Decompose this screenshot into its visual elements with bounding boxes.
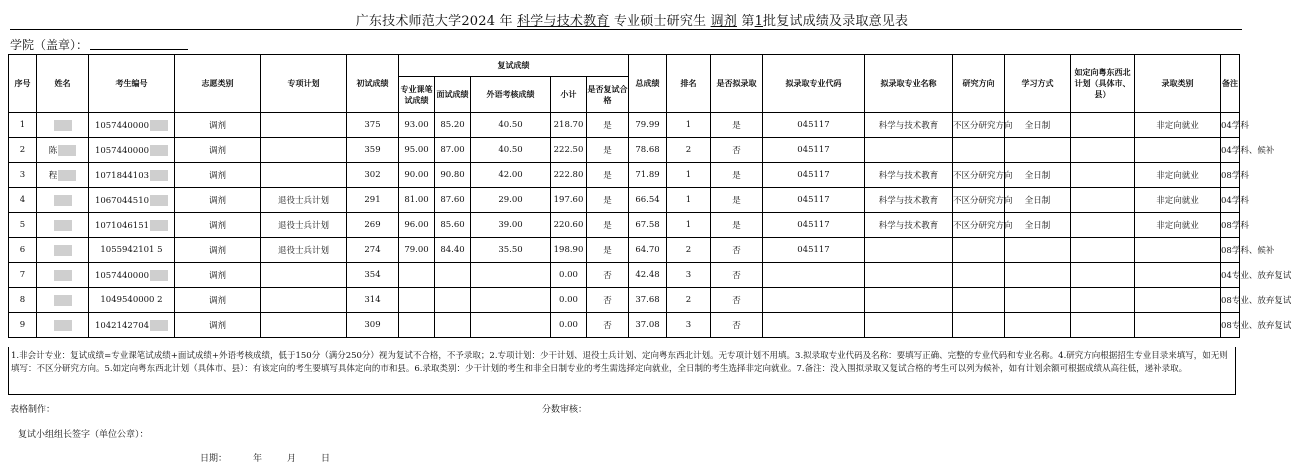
cell-total: 64.70: [629, 238, 667, 263]
table-row: [9, 313, 1240, 338]
name-text: 程: [48, 171, 58, 181]
cell-mode: 全日制: [1005, 188, 1071, 213]
exam-id-text: 1055942101 5: [100, 245, 163, 255]
title-prefix: 广东技术师范大学2024 年: [355, 14, 513, 29]
cell-mode: [1005, 313, 1071, 338]
cell-volunteer: 调剂: [175, 238, 261, 263]
table-row: [9, 238, 1240, 263]
cell-category: 非定向就业: [1135, 213, 1221, 238]
college-label: 学院（盖章）：: [10, 38, 89, 52]
cell-remark: 08学科: [1221, 163, 1240, 188]
cell-written: 90.00: [399, 163, 435, 188]
redaction-blur: [54, 320, 72, 331]
cell-name: [37, 263, 89, 288]
cell-plan: [261, 113, 347, 138]
cell-code: [763, 263, 865, 288]
col-proposed: 是否拟录取: [711, 55, 763, 113]
table-row: [9, 263, 1240, 288]
cell-listening: 35.50: [471, 238, 551, 263]
cell-interview: [435, 263, 471, 288]
redaction-blur: [54, 295, 72, 306]
cell-written: [399, 263, 435, 288]
table-row: [9, 188, 1240, 213]
cell-mode: [1005, 238, 1071, 263]
exam-id-text: 1057440000: [94, 145, 150, 156]
cell-initial: 269: [347, 213, 399, 238]
redaction-blur: [54, 245, 72, 256]
cell-listening: 40.50: [471, 138, 551, 163]
cell-exam-id: [89, 138, 175, 163]
cell-remark: 08学科: [1221, 213, 1240, 238]
leader-signature-label: 复试小组组长签字（单位公章）：: [18, 430, 149, 440]
col-pass: 是否复试合格: [587, 77, 629, 113]
cell-listening: [471, 313, 551, 338]
cell-major: [865, 288, 953, 313]
cell-remark: 04学科、候补: [1221, 138, 1240, 163]
cell-listening: 39.00: [471, 213, 551, 238]
cell-volunteer: 调剂: [175, 263, 261, 288]
exam-id-text: 1049540000 2: [100, 295, 163, 305]
redaction-blur: [150, 120, 168, 131]
cell-written: 79.00: [399, 238, 435, 263]
document-title: [0, 10, 1264, 29]
cell-region: [1071, 113, 1135, 138]
cell-category: 非定向就业: [1135, 163, 1221, 188]
col-seq: 序号: [9, 55, 37, 113]
cell-plan: [261, 313, 347, 338]
cell-proposed: 否: [711, 288, 763, 313]
cell-major: [865, 313, 953, 338]
cell-remark: 08学科、候补: [1221, 238, 1240, 263]
cell-listening: 42.00: [471, 163, 551, 188]
cell-proposed: 否: [711, 313, 763, 338]
cell-rank: 3: [667, 313, 711, 338]
cell-exam-id: [89, 213, 175, 238]
cell-initial: 359: [347, 138, 399, 163]
cell-total: 79.99: [629, 113, 667, 138]
col-written: 专业课笔试成绩: [399, 77, 435, 113]
col-remark: 备注: [1221, 55, 1240, 113]
exam-id-text: 1071844103: [94, 170, 150, 181]
cell-name: [37, 188, 89, 213]
cell-region: [1071, 288, 1135, 313]
cell-code: [763, 288, 865, 313]
cell-seq: 7: [9, 263, 37, 288]
cell-written: 93.00: [399, 113, 435, 138]
exam-id-text: 1057440000: [94, 270, 150, 281]
cell-initial: 291: [347, 188, 399, 213]
cell-region: [1071, 238, 1135, 263]
cell-plan: 退役士兵计划: [261, 213, 347, 238]
cell-name: [37, 163, 89, 188]
cell-name: [37, 213, 89, 238]
cell-seq: 8: [9, 288, 37, 313]
cell-direction: [953, 238, 1005, 263]
cell-name: [37, 313, 89, 338]
table-body: [9, 113, 1291, 338]
redaction-blur: [150, 195, 168, 206]
date-label: 日期：: [200, 454, 228, 464]
cell-code: [763, 313, 865, 338]
cell-listening: [471, 288, 551, 313]
cell-subtotal: 218.70: [551, 113, 587, 138]
cell-major: [865, 238, 953, 263]
cell-exam-id: [89, 238, 175, 263]
cell-written: [399, 288, 435, 313]
cell-seq: 6: [9, 238, 37, 263]
cell-plan: [261, 263, 347, 288]
name-text: 陈: [48, 146, 58, 156]
cell-exam-id: [89, 163, 175, 188]
cell-code: 045117: [763, 188, 865, 213]
cell-region: [1071, 263, 1135, 288]
cell-rank: 1: [667, 188, 711, 213]
cell-interview: [435, 288, 471, 313]
redaction-blur: [150, 145, 168, 156]
cell-rank: 1: [667, 163, 711, 188]
cell-name: [37, 113, 89, 138]
cell-subtotal: 220.60: [551, 213, 587, 238]
col-direction: 研究方向: [953, 55, 1005, 113]
cell-region: [1071, 138, 1135, 163]
cell-remark: 04专业、放弃复试: [1221, 263, 1240, 288]
cell-direction: [953, 138, 1005, 163]
cell-pass: 是: [587, 113, 629, 138]
cell-total: 67.58: [629, 213, 667, 238]
redaction-blur: [54, 220, 72, 231]
exam-id-text: 1057440000: [94, 120, 150, 131]
cell-pass: 是: [587, 238, 629, 263]
cell-volunteer: 调剂: [175, 163, 261, 188]
date-year: 年: [253, 454, 263, 464]
cell-region: [1071, 163, 1135, 188]
cell-rank: 2: [667, 288, 711, 313]
cell-seq: 2: [9, 138, 37, 163]
cell-interview: 87.00: [435, 138, 471, 163]
exam-id-text: 1067044510: [94, 195, 150, 206]
cell-remark: 08专业、放弃复试: [1221, 313, 1240, 338]
cell-exam-id: [89, 263, 175, 288]
cell-subtotal: 222.80: [551, 163, 587, 188]
exam-id-text: 1042142704: [94, 320, 150, 331]
cell-proposed: 否: [711, 263, 763, 288]
title-middle: 专业硕士研究生: [613, 14, 707, 29]
cell-plan: 退役士兵计划: [261, 188, 347, 213]
cell-pass: 否: [587, 263, 629, 288]
cell-written: 81.00: [399, 188, 435, 213]
cell-category: 非定向就业: [1135, 113, 1221, 138]
cell-subtotal: 222.50: [551, 138, 587, 163]
col-volunteer: 志愿类别: [175, 55, 261, 113]
redaction-blur: [150, 170, 168, 181]
cell-proposed: 是: [711, 163, 763, 188]
cell-total: 37.08: [629, 313, 667, 338]
cell-plan: 退役士兵计划: [261, 238, 347, 263]
cell-category: [1135, 138, 1221, 163]
redaction-blur: [58, 145, 76, 156]
cell-category: [1135, 313, 1221, 338]
cell-category: 非定向就业: [1135, 188, 1221, 213]
cell-direction: 不区分研究方向: [953, 213, 1005, 238]
cell-mode: [1005, 138, 1071, 163]
col-exam-id: 考生编号: [89, 55, 175, 113]
redaction-blur: [54, 120, 72, 131]
redaction-blur: [150, 320, 168, 331]
cell-direction: 不区分研究方向: [953, 188, 1005, 213]
cell-category: [1135, 238, 1221, 263]
table-row: [9, 138, 1240, 163]
col-subtotal: 小计: [551, 77, 587, 113]
cell-interview: 85.60: [435, 213, 471, 238]
cell-major: 科学与技术教育: [865, 163, 953, 188]
col-listening: 外语考核成绩: [471, 77, 551, 113]
cell-seq: 4: [9, 188, 37, 213]
cell-code: 045117: [763, 113, 865, 138]
cell-listening: 40.50: [471, 113, 551, 138]
cell-initial: 274: [347, 238, 399, 263]
cell-proposed: 是: [711, 188, 763, 213]
cell-proposed: 否: [711, 138, 763, 163]
cell-volunteer: 调剂: [175, 213, 261, 238]
title-batch-no: 1: [754, 14, 764, 29]
cell-written: 96.00: [399, 213, 435, 238]
college-signature-line: [90, 49, 188, 50]
cell-region: [1071, 213, 1135, 238]
cell-mode: 全日制: [1005, 163, 1071, 188]
cell-volunteer: 调剂: [175, 188, 261, 213]
cell-exam-id: [89, 288, 175, 313]
cell-pass: 否: [587, 313, 629, 338]
cell-proposed: 是: [711, 113, 763, 138]
cell-code: 045117: [763, 213, 865, 238]
table-row: [9, 288, 1240, 313]
col-total: 总成绩: [629, 55, 667, 113]
cell-major: 科学与技术教育: [865, 113, 953, 138]
cell-total: 37.68: [629, 288, 667, 313]
cell-exam-id: [89, 113, 175, 138]
cell-initial: 314: [347, 288, 399, 313]
cell-total: 42.48: [629, 263, 667, 288]
cell-category: [1135, 288, 1221, 313]
cell-interview: 87.60: [435, 188, 471, 213]
cell-initial: 354: [347, 263, 399, 288]
cell-exam-id: [89, 188, 175, 213]
col-name: 姓名: [37, 55, 89, 113]
date-month: 月: [287, 454, 297, 464]
table-row: [9, 163, 1240, 188]
cell-interview: 90.80: [435, 163, 471, 188]
cell-major: 科学与技术教育: [865, 213, 953, 238]
cell-exam-id: [89, 313, 175, 338]
table-row: [9, 113, 1240, 138]
cell-mode: [1005, 263, 1071, 288]
col-initial-score: 初试成绩: [347, 55, 399, 113]
col-major-name: 拟录取专业名称: [865, 55, 953, 113]
cell-region: [1071, 188, 1135, 213]
cell-name: [37, 238, 89, 263]
cell-volunteer: 调剂: [175, 313, 261, 338]
cell-pass: 是: [587, 138, 629, 163]
cell-rank: 3: [667, 263, 711, 288]
cell-written: [399, 313, 435, 338]
cell-seq: 3: [9, 163, 37, 188]
cell-pass: 是: [587, 188, 629, 213]
notes-text: 1.非会计专业：复试成绩=专业课笔试成绩+面试成绩+外语考核成绩，低于150分（满分250分）视为复试不合格，不予录取；2.专项计划：少干计划、退役士兵计划、定向粤东西北计划。无专项计划不用填。3.拟录取专业代码及名称：要填写正确、完整的专业代码和专业名称。4.研究方向根据招生专业目录来填写，如无则填写：不区分研究方向。5.如定向粤东西北计划（具体市、县）：有该定向的考生要填写具体定向的市和县。6.录取类别：少干计划的考生和非全日制专业的考生需选择定向就业，全日制的考生选择非定向就业。7.备注：没入围拟录取又复试合格的考生可以列为候补，如有计划余额可根据成绩从高往低，递补录取。: [8, 347, 1236, 395]
col-interview: 面试成绩: [435, 77, 471, 113]
title-rule: [10, 29, 1242, 30]
col-rank: 排名: [667, 55, 711, 113]
cell-code: 045117: [763, 138, 865, 163]
col-retest-group: 复试成绩: [399, 55, 629, 77]
cell-initial: 302: [347, 163, 399, 188]
title-suffix: 批复试成绩及录取意见表: [763, 14, 909, 29]
cell-direction: [953, 288, 1005, 313]
redaction-blur: [150, 270, 168, 281]
maker-label: 表格制作：: [10, 405, 56, 415]
redaction-blur: [58, 170, 76, 181]
cell-mode: 全日制: [1005, 113, 1071, 138]
cell-volunteer: 调剂: [175, 138, 261, 163]
exam-id-text: 1071046151: [94, 220, 150, 231]
table-row: [9, 213, 1240, 238]
col-mode: 学习方式: [1005, 55, 1071, 113]
cell-remark: 08专业、放弃复试: [1221, 288, 1240, 313]
cell-mode: [1005, 288, 1071, 313]
cell-initial: 375: [347, 113, 399, 138]
cell-plan: [261, 288, 347, 313]
title-batch-prefix: 第: [741, 14, 755, 29]
cell-direction: 不区分研究方向: [953, 163, 1005, 188]
results-table: [8, 54, 1291, 338]
cell-listening: [471, 263, 551, 288]
cell-remark: 04学科: [1221, 113, 1240, 138]
cell-initial: 309: [347, 313, 399, 338]
cell-plan: [261, 138, 347, 163]
col-category: 录取类别: [1135, 55, 1221, 113]
cell-major: 科学与技术教育: [865, 188, 953, 213]
cell-seq: 9: [9, 313, 37, 338]
col-special-plan: 专项计划: [261, 55, 347, 113]
cell-pass: 是: [587, 213, 629, 238]
cell-rank: 2: [667, 238, 711, 263]
cell-direction: [953, 263, 1005, 288]
cell-pass: 否: [587, 288, 629, 313]
cell-subtotal: 198.90: [551, 238, 587, 263]
cell-total: 66.54: [629, 188, 667, 213]
cell-total: 71.89: [629, 163, 667, 188]
cell-major: [865, 263, 953, 288]
cell-code: 045117: [763, 163, 865, 188]
cell-interview: 84.40: [435, 238, 471, 263]
cell-subtotal: 197.60: [551, 188, 587, 213]
cell-rank: 2: [667, 138, 711, 163]
cell-name: [37, 288, 89, 313]
cell-interview: [435, 313, 471, 338]
cell-direction: 不区分研究方向: [953, 113, 1005, 138]
cell-remark: 04学科: [1221, 188, 1240, 213]
cell-direction: [953, 313, 1005, 338]
redaction-blur: [150, 220, 168, 231]
cell-rank: 1: [667, 113, 711, 138]
cell-proposed: 否: [711, 238, 763, 263]
cell-plan: [261, 163, 347, 188]
col-major-code: 拟录取专业代码: [763, 55, 865, 113]
title-type: 调剂: [710, 14, 738, 29]
cell-total: 78.68: [629, 138, 667, 163]
cell-volunteer: 调剂: [175, 113, 261, 138]
cell-major: [865, 138, 953, 163]
cell-pass: 是: [587, 163, 629, 188]
cell-seq: 5: [9, 213, 37, 238]
cell-mode: 全日制: [1005, 213, 1071, 238]
reviewer-label: 分数审核：: [542, 405, 588, 415]
cell-subtotal: 0.00: [551, 313, 587, 338]
cell-proposed: 是: [711, 213, 763, 238]
col-region: 如定向粤东西北计划（具体市、县）: [1071, 55, 1135, 113]
cell-volunteer: 调剂: [175, 288, 261, 313]
cell-seq: 1: [9, 113, 37, 138]
title-major: 科学与技术教育: [517, 14, 610, 29]
redaction-blur: [54, 195, 72, 206]
cell-listening: 29.00: [471, 188, 551, 213]
cell-subtotal: 0.00: [551, 263, 587, 288]
cell-rank: 1: [667, 213, 711, 238]
cell-code: 045117: [763, 238, 865, 263]
cell-written: 95.00: [399, 138, 435, 163]
cell-region: [1071, 313, 1135, 338]
cell-subtotal: 0.00: [551, 288, 587, 313]
cell-interview: 85.20: [435, 113, 471, 138]
date-day: 日: [321, 454, 331, 464]
redaction-blur: [54, 270, 72, 281]
cell-category: [1135, 263, 1221, 288]
cell-name: [37, 138, 89, 163]
